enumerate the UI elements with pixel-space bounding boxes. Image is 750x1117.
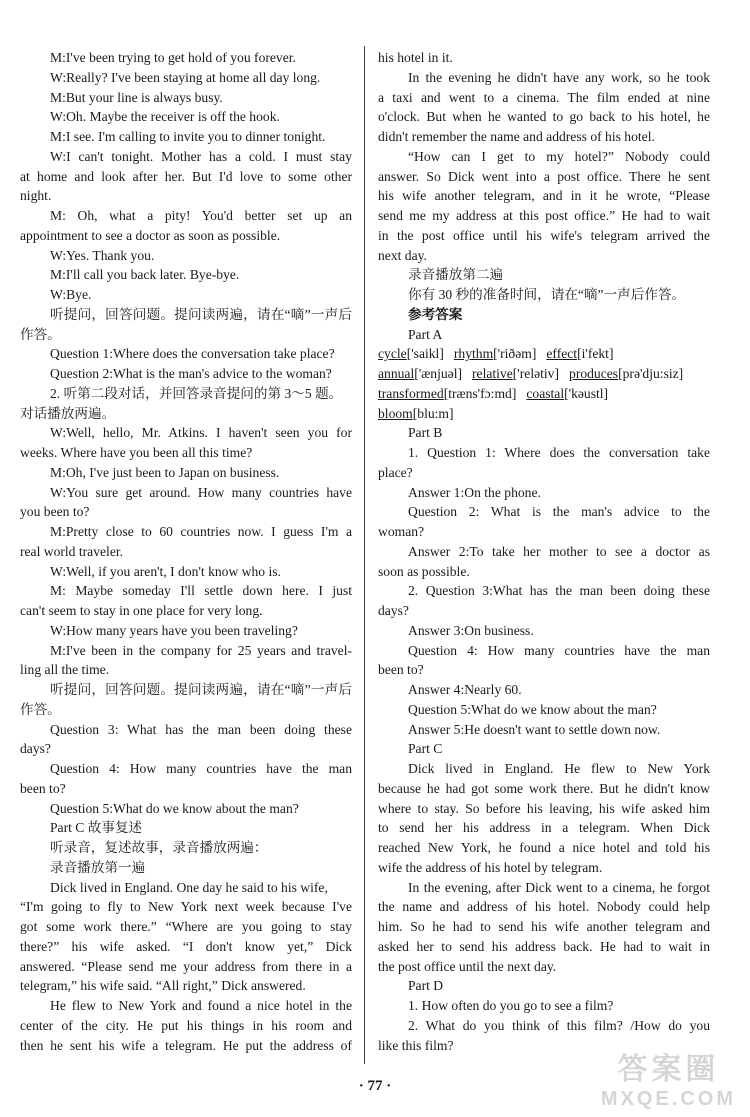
text-line: there?” his wife asked. “I don't know yet,” Dick: [20, 938, 352, 954]
vocab-row: [378, 404, 710, 424]
text-line: Dick lived in England. One day he said to his wife,: [50, 879, 328, 895]
text-line: W:You sure get around. How many countries have: [50, 484, 352, 500]
text-line: 听提问，回答问题。提问读两遍，请在“嘀”一声后: [50, 306, 352, 322]
text-line: M:I've been trying to get hold of you forever.: [50, 50, 296, 65]
text-line: o'clock. But when he wanted to go back to his hotel, he: [378, 109, 710, 125]
text-line: you been to?: [20, 504, 90, 520]
text-line: M:Pretty close to 60 countries now. I guess I'm a: [50, 524, 352, 539]
text-line: W:Really? I've been staying at home all day long.: [50, 69, 321, 85]
text-line: the name and address of his hotel. Nobody could help: [378, 899, 710, 915]
right-column-top: [378, 48, 710, 344]
text-line: answered. “Please send me your address from there in a: [20, 958, 352, 974]
text-line: W:I can't tonight. Mother has a cold. I must stay: [50, 148, 352, 164]
text-line: his wife another telegram, and in it he wrote, “Please: [378, 188, 710, 204]
text-line: appointment to see a doctor as soon as possible.: [20, 227, 281, 243]
text-line: W:Well, if you aren't, I don't know who is.: [50, 563, 281, 579]
vocab-word: relative['relətiv]: [472, 366, 560, 381]
text-line: 1. How often do you go to see a film?: [408, 998, 614, 1013]
text-line: telegram,” his wife said. “All right,” Dick answered.: [20, 978, 306, 994]
vocab-word: bloom[blu:m]: [378, 405, 454, 421]
text-line: M:I've been in the company for 25 years and travel-: [50, 642, 352, 658]
text-line: Part C 故事复述: [50, 820, 143, 836]
vocab-word: effect[i'fekt]: [546, 346, 614, 362]
text-line: days?: [20, 741, 51, 757]
text-line: 对话播放两遍。: [20, 405, 116, 421]
text-line: 2. What do you think of this film? /How do you: [408, 1017, 710, 1033]
text-line: been to?: [378, 662, 424, 678]
text-line: center of the city. He put his things in his room and: [20, 1017, 352, 1033]
left-column: [20, 48, 352, 1055]
text-line: 作答。: [20, 326, 61, 342]
text-line: Answer 3:On business.: [408, 622, 534, 638]
vocab-word: rhythm['riðəm]: [453, 346, 537, 362]
text-line: Question 3: What has the man been doing these: [50, 721, 352, 737]
text-line: like this film?: [378, 1037, 454, 1053]
text-line: 作答。: [20, 701, 61, 717]
text-line: next day.: [378, 247, 427, 263]
text-line: ling all the time.: [20, 662, 110, 678]
text-line: asked her to send his address back. He had to wait in: [378, 938, 710, 954]
text-line: M: Maybe someday I'll settle down here. I just: [50, 583, 352, 599]
text-line: “I'm going to fly to New York next week because I've: [20, 899, 352, 915]
text-line: a taxi and went to a cinema. The film ended at nine: [378, 89, 710, 105]
watermark-logo: [601, 1044, 736, 1111]
text-line: W:How many years have you been traveling?: [50, 622, 298, 638]
text-line: wife the address of his hotel by telegram.: [378, 859, 603, 875]
vocab-row: [378, 344, 710, 364]
text-line: Part D: [408, 978, 444, 994]
text-line: Dick lived in England. He flew to New York: [408, 761, 710, 776]
text-line: W:Oh. Maybe the receiver is off the hook.: [50, 109, 280, 125]
text-line: been to?: [20, 780, 66, 796]
text-line: real world traveler.: [20, 543, 124, 559]
text-line: him. So he had to send his wife another telegram and: [378, 919, 710, 934]
text-line: Question 2: What is the man's advice to the: [408, 504, 710, 520]
text-line: Question 2:What is the man's advice to the woman?: [50, 366, 332, 381]
text-line: in the post office until his wife's telegram arrived the: [378, 227, 710, 243]
text-line: send me my address at this post office.” He had to wait: [378, 208, 710, 223]
text-line: soon as possible.: [378, 563, 470, 579]
text-line: Part C: [408, 741, 443, 757]
text-line: M:But your line is always busy.: [50, 89, 223, 105]
text-line: He flew to New York and found a nice hotel in the: [50, 998, 352, 1013]
text-line: In the evening, after Dick went to a cinema, he forgot: [408, 879, 710, 895]
text-line: where to stay. So before his leaving, his wife asked him: [378, 800, 710, 816]
text-line: 听录音，复述故事，录音播放两遍：: [50, 840, 268, 855]
watermark-text: 答案圈: [617, 1053, 720, 1086]
text-line: 录音播放第二遍: [408, 267, 504, 283]
text-line: weeks. Where have you been all this time?: [20, 445, 253, 460]
text-line: Question 4: How many countries have the man: [408, 642, 710, 658]
text-line: M:I see. I'm calling to invite you to dinner tonight.: [50, 129, 326, 144]
text-line: 听提问，回答问题。提问读两遍，请在“嘀”一声后: [50, 682, 352, 697]
text-line: M:Oh, I've just been to Japan on business.: [50, 464, 280, 480]
text-line: Question 5:What do we know about the man?: [50, 800, 299, 816]
text-line: W:Yes. Thank you.: [50, 247, 155, 263]
page-number: · 77 ·: [358, 1078, 392, 1094]
text-line: W:Bye.: [50, 287, 92, 302]
text-line: 2. 听第二段对话，并回答录音提问的第 3～5 题。: [50, 385, 343, 401]
text-line: place?: [378, 464, 413, 480]
vocab-word: cycle['saikl]: [378, 346, 444, 362]
text-line: Answer 1:On the phone.: [408, 484, 541, 500]
text-line: answer. So Dick went into a post office. There he sent: [378, 168, 710, 184]
text-line: Part A: [408, 326, 443, 342]
text-line: “How can I get to my hotel?” Nobody could: [408, 148, 710, 164]
text-line: at home and look after her. But I'd love to some other: [20, 168, 352, 184]
text-line: the post office until the next day.: [378, 958, 557, 974]
text-line: 1. Question 1: Where does the conversation take: [408, 445, 710, 460]
text-line: 录音播放第一遍: [50, 859, 146, 875]
right-column: [378, 48, 710, 1055]
vocab-word: annual['ænjuəl]: [378, 366, 463, 381]
text-line: 参考答案: [408, 306, 463, 322]
text-line: 你有 30 秒的准备时间，请在“嘀”一声后作答。: [408, 287, 686, 302]
text-line: M: Oh, what a pity! You'd better set up an: [50, 208, 352, 223]
text-line: Question 4: How many countries have the man: [50, 761, 352, 776]
text-line: Part B: [408, 425, 443, 441]
text-line: woman?: [378, 524, 425, 539]
text-line: Answer 2:To take her mother to see a doctor as: [408, 543, 710, 559]
text-line: didn't remember the name and address of his hotel.: [378, 129, 655, 144]
column-divider: [364, 46, 365, 1064]
text-line: his hotel in it.: [378, 50, 453, 65]
text-line: because he had got some work there. But he didn't know: [378, 780, 710, 796]
text-line: reached New York, he found a nice hotel and told his: [378, 840, 710, 855]
text-line: Answer 4:Nearly 60.: [408, 682, 522, 697]
right-column-bottom: [378, 423, 710, 1055]
vocab-word: coastal['kəustl]: [526, 385, 609, 401]
text-line: In the evening he didn't have any work, so he took: [408, 69, 710, 85]
text-line: Question 5:What do we know about the man?: [408, 701, 657, 717]
text-line: M:I'll call you back later. Bye-bye.: [50, 267, 240, 283]
watermark-url: MXQE.COM: [600, 1088, 736, 1110]
text-line: to send her his address in a telegram. When Dick: [378, 820, 710, 836]
text-line: days?: [378, 603, 409, 618]
vocab-row: [378, 384, 710, 404]
vocab-word: produces[prə'dju:siz]: [569, 366, 684, 381]
part-a-word-list: [378, 344, 710, 423]
text-line: 2. Question 3:What has the man been doing these: [408, 583, 710, 599]
text-line: Answer 5:He doesn't want to settle down now.: [408, 721, 661, 737]
text-line: night.: [20, 188, 52, 204]
text-line: got some work there.” “Where are you going to stay: [20, 919, 352, 934]
text-line: Question 1:Where does the conversation take place?: [50, 346, 335, 362]
vocab-row: [378, 364, 710, 384]
text-line: W:Well, hello, Mr. Atkins. I haven't seen you for: [50, 425, 352, 441]
text-line: can't seem to stay in one place for very long.: [20, 603, 263, 618]
text-line: then he sent his wife a telegram. He put the address of: [20, 1037, 352, 1053]
vocab-word: transformed[træns'fɔ:md]: [378, 385, 517, 401]
